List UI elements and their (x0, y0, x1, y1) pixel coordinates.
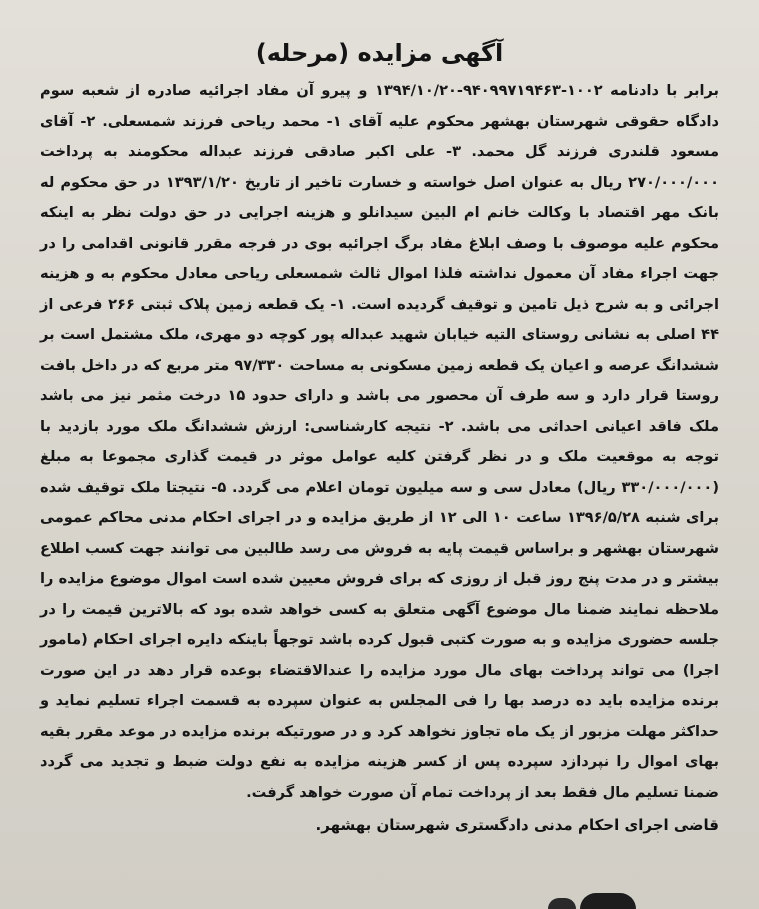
notice-title: آگهی مزایده (مرحله) (255, 39, 504, 67)
printed-logo-fragment-2 (548, 898, 576, 909)
printed-logo-fragment (580, 893, 636, 909)
notice-signature: قاضی اجرای احکام مدنی دادگستری شهرستان بهشهر. (315, 816, 719, 834)
notice-body: برابر با دادنامه ۱۰۰۲-۹۴۰۹۹۷۱۹۴۶۳-۱۳۹۴/۱۰/۲۰ و پیرو آن مفاد اجرائیه صادره از شعبه سوم دادگاه حقوقی شهرستان بهشهر محکوم علیه آقای ۱- محمد ریاحی فرزند شمسعلی. ۲- آقای مسعود قلندری فرزند گل محمد. ۳- علی اکبر صادقی فرزند عبداله محکومند به پرداخت ۲۷۰/۰۰۰/۰۰۰ ریال به عنوان اصل خواسته و خسارت تاخیر از تاریخ ۱۳۹۳/۱/۲۰ در حق محکوم له بانک مهر اقتصاد با وکالت خانم ام البین سیدانلو و هزینه اجرایی در حق دولت نظر به اینکه محکوم علیه موصوف با وصف ابلاغ مفاد برگ اجرائیه بوی در فرجه مقرر قانونی اقدامی را در جهت اجراء مفاد آن معمول نداشته فلذا اموال ثالث شمسعلی ریاحی معادل محکوم به و هزینه اجرائی و به شرح ذیل تامین و توقیف گردیده است. ۱- یک قطعه زمین پلاک ثبتی ۲۶۶ فرعی از ۴۴ اصلی به نشانی روستای التیه خیابان شهید عبداله پور کوچه دو مهری، ملک مشتمل است بر ششدانگ عرصه و اعیان یک قطعه زمین مسکونی به مساحت ۹۷/۳۳۰ متر مربع که در داخل بافت روستا قرار دارد و سه طرف آن محصور می باشد و دارای حدود ۱۵ درخت مثمر نیز می باشد ملک فاقد اعیانی احداثی می باشد. ۲- نتیجه کارشناسی: ارزش ششدانگ ملک مورد بازدید با توجه به موقعیت ملک و در نظر گرفتن کلیه عوامل موثر در قیمت گذاری مجموعا به مبلغ (۳۳۰/۰۰۰/۰۰۰ ریال) معادل سی و سه میلیون تومان اعلام می گردد. ۵- نتیجتا ملک توقیف شده برای شنبه ۱۳۹۶/۵/۲۸ ساعت ۱۰ الی ۱۲ از طریق مزایده و در اجرای احکام مدنی محاکم عمومی شهرستان بهشهر و براساس قیمت پایه به فروش می رسد طالبین می توانند جهت کسب اطلاع بیشتر و در مدت پنج روز قبل از روزی که برای فروش معیین شده است اموال موضوع مزایده را ملاحظه نمایند ضمنا مال موضوع آگهی متعلق به کسی خواهد شده بود که بالاترین قیمت را در جلسه حضوری مزایده و به صورت کتبی قبول کرده باشد توجهاً باینکه دایره اجرای احکام (مامور اجرا) می تواند پرداخت بهای مال مورد مزایده را عندالاقتضاء بوعده قرار دهد در این صورت برنده مزایده باید ده درصد بها را فی المجلس به عنوان سپرده به قسمت اجراء تسلیم نماید و حداکثر مهلت مزبور از یک ماه تجاوز نخواهد کرد و در صورتیکه برنده مزایده در موعد مقرر بقیه بهای اموال را نپردازد سپرده پس از کسر هزینه مزایده به نفع دولت ضبط و تجدید می گردد ضمنا تسلیم مال فقط بعد از پرداخت تمام آن صورت خواهد گرفت. (40, 82, 719, 801)
